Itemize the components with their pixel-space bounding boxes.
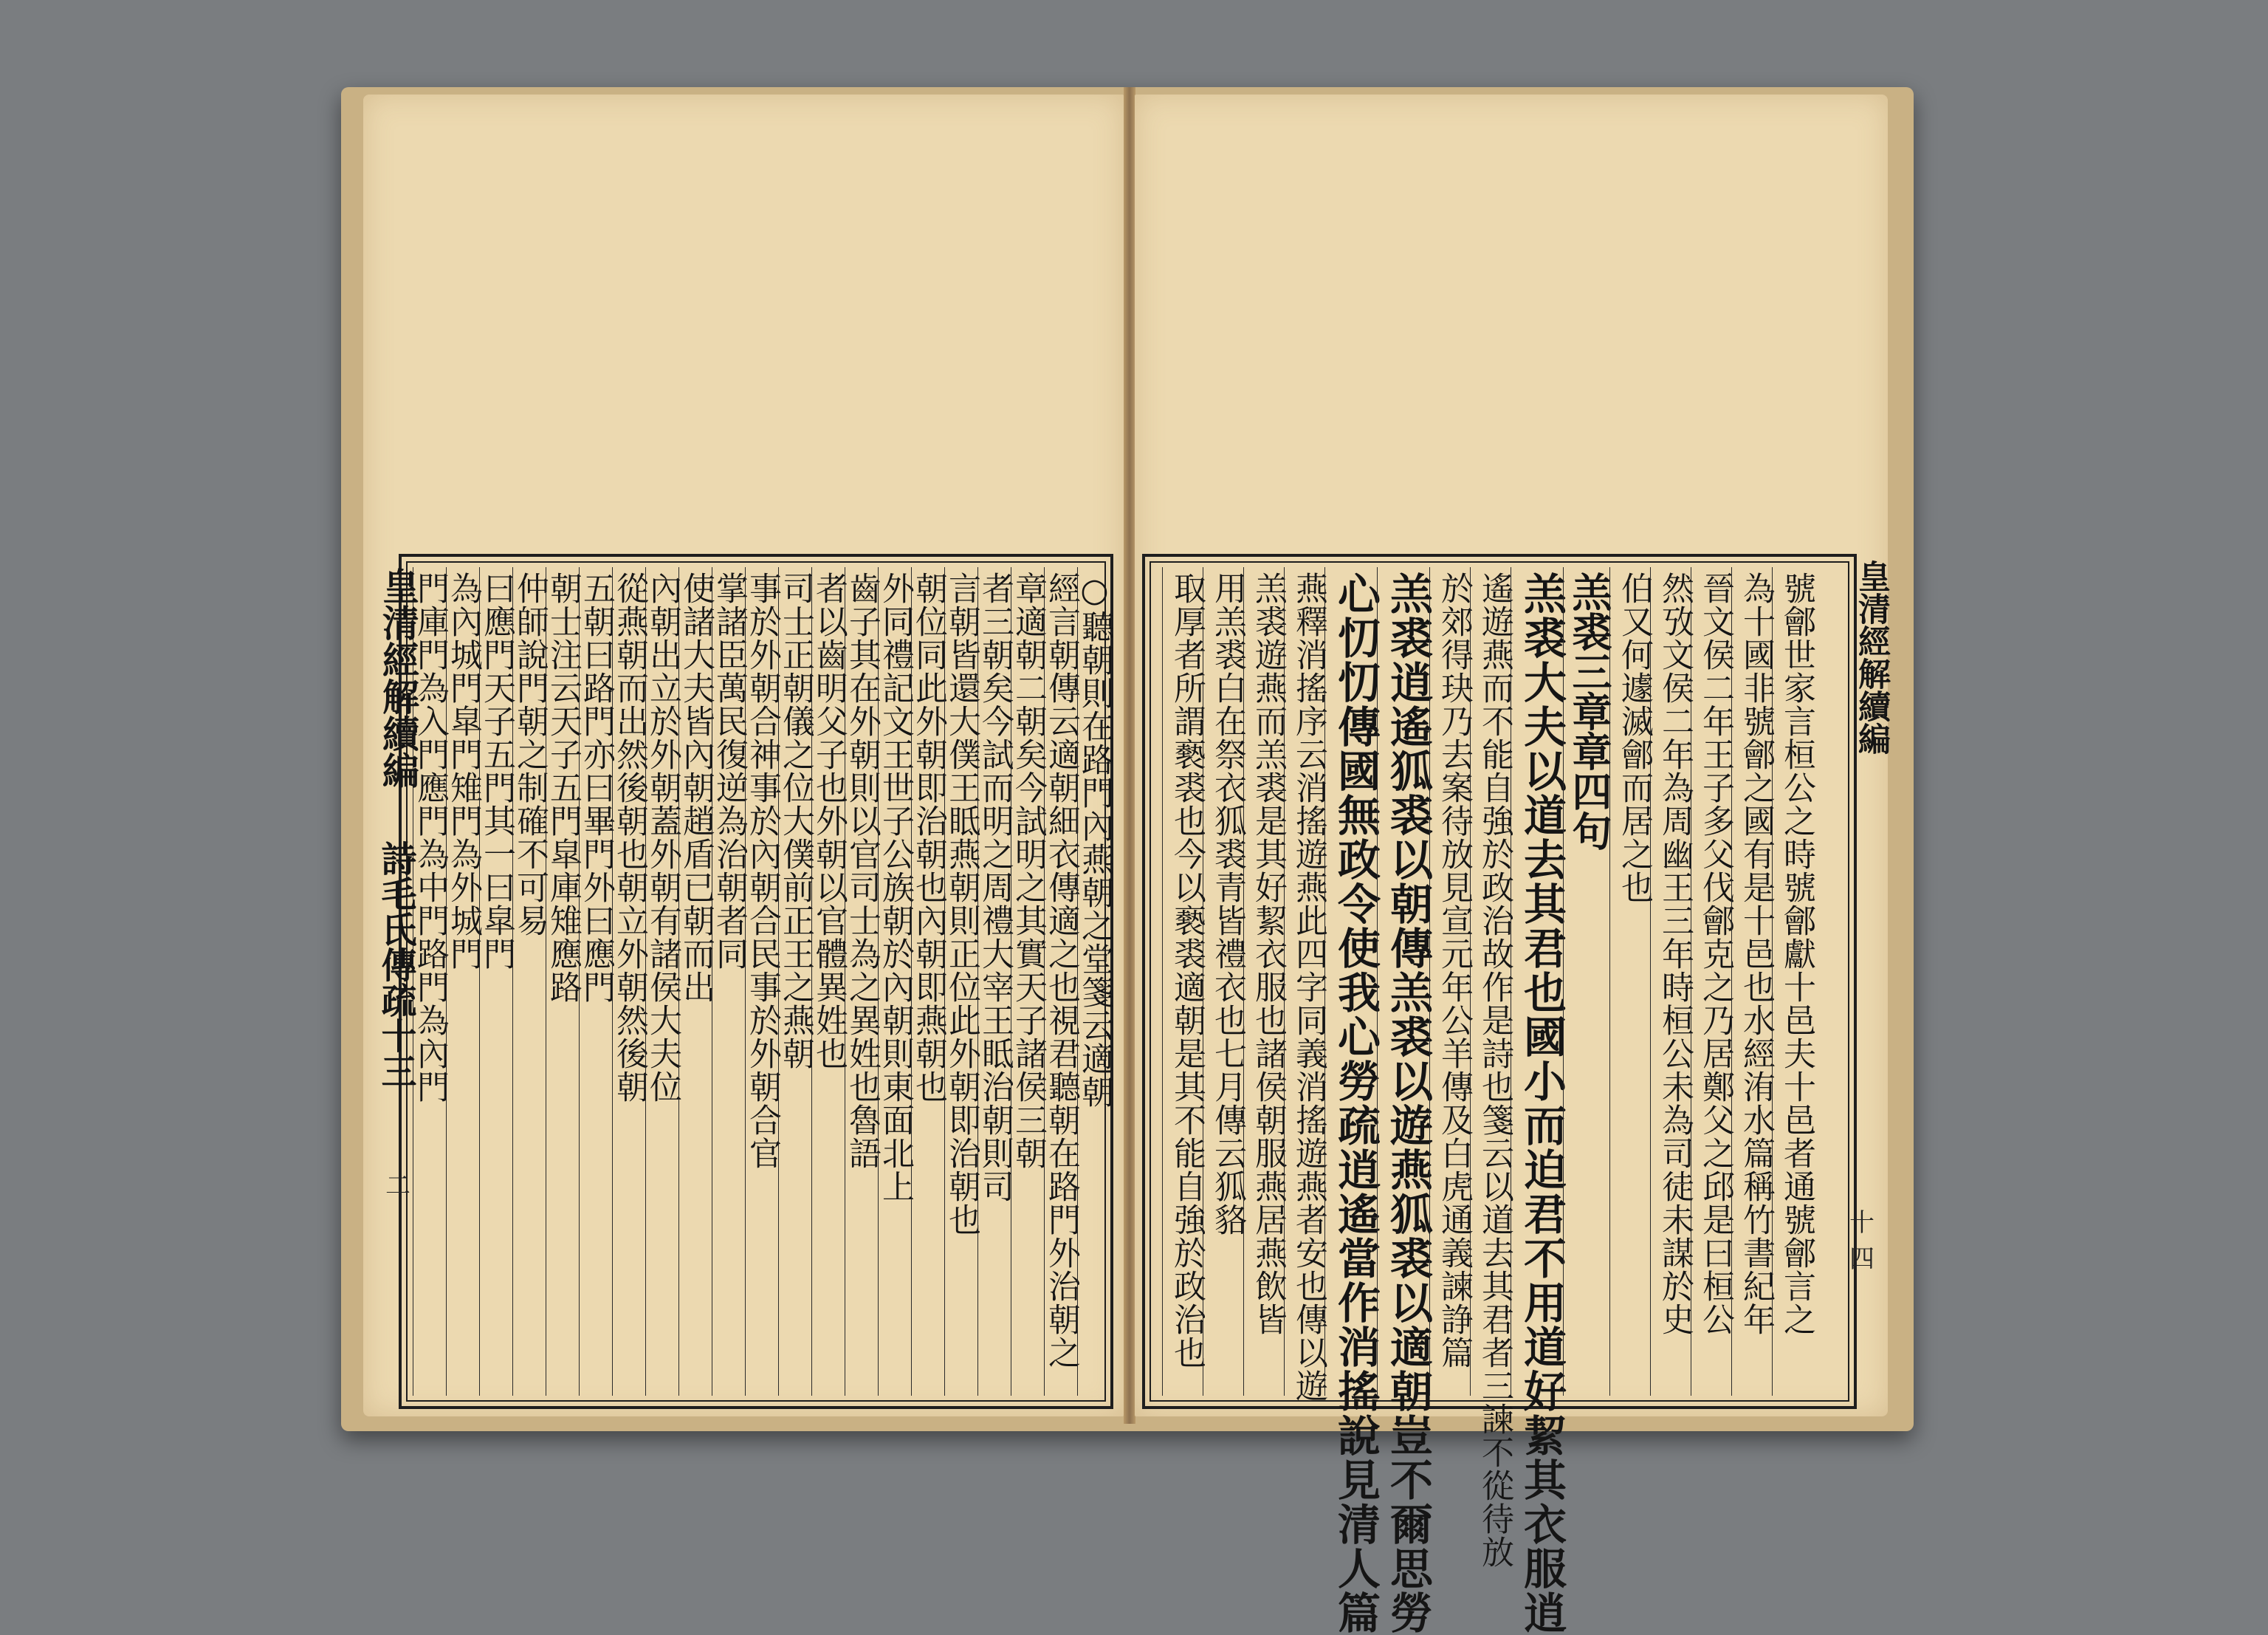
left-page — [363, 95, 1124, 1416]
text-column: 經言朝傳云適朝細衣傳適之也視君聽朝在路門外治朝之 — [1044, 567, 1077, 1396]
left-text-columns — [411, 567, 1113, 1396]
text-column: 司士正朝儀之位大僕前正王之燕朝 — [778, 567, 811, 1396]
text-column: 心忉忉傳國無政令使我心勞疏逍遙當作消搖說見清人篇 — [1324, 567, 1377, 1396]
text-column: 羔裘遊燕而羔裘是其好絜衣服也諸侯朝服燕居燕飲皆 — [1243, 567, 1284, 1396]
text-column: 掌諸臣萬民復逆為治朝者同 — [712, 567, 745, 1396]
text-column: 章適朝二朝矣今試明之其實天子諸侯三朝 — [1011, 567, 1044, 1396]
text-column: 曰應門天子五門其一曰皐門 — [479, 567, 512, 1396]
text-column: 內朝出立於外朝蓋外朝有諸侯大夫位 — [645, 567, 678, 1396]
text-column: 門庫門為入門應門為中門路門為內門 — [413, 567, 446, 1396]
text-column: 五朝曰路門亦曰畢門外曰應門 — [579, 567, 612, 1396]
text-column: 號鄶世家言桓公之時號鄶獻十邑夫十邑者通號鄶言之 — [1772, 567, 1812, 1396]
text-column: 羔裘三章章四句 — [1563, 567, 1609, 1396]
text-column: 晉文侯二年王子多父伐鄶克之乃居鄭父之邱是曰桓公 — [1691, 567, 1731, 1396]
text-column: 用羔裘白在祭衣狐裘青皆禮衣也七月傳云狐貉 — [1203, 567, 1243, 1396]
text-column: 言朝皆還大僕王眡燕朝則正位此外朝即治朝也 — [944, 567, 977, 1396]
left-text-frame — [399, 554, 1113, 1409]
left-fold-subtitle: 詩毛氏傳疏十三 — [375, 840, 416, 1089]
book-gutter — [1124, 87, 1135, 1424]
text-column: 羔裘逍遙狐裘以朝傳羔裘以遊燕狐裘以適朝豈不爾思勞 — [1377, 567, 1429, 1396]
text-column: 朝位同此外朝即治朝也內朝即燕朝也 — [911, 567, 944, 1396]
text-column: 燕釋消搖序云消搖遊燕此四字同義消搖遊燕者安也傳以遊 — [1284, 567, 1324, 1396]
right-folio-number: 十四 — [1849, 1208, 1874, 1274]
text-column: 事於外朝合神事於內朝合民事於外朝合官 — [745, 567, 778, 1396]
text-column: 者三朝矣今試而明之周禮大宰王眡治朝則司 — [977, 567, 1011, 1396]
right-text-frame — [1142, 554, 1857, 1635]
text-column: 為內城門皐門雉門為外城門 — [446, 567, 479, 1396]
text-column: 伯又何遽滅鄶而居之也 — [1609, 567, 1650, 1396]
left-folio-number: 二 — [385, 1171, 410, 1201]
text-column: 齒子其在外朝則以官司士為之異姓也魯語 — [845, 567, 878, 1396]
right-text-columns — [1150, 567, 1815, 1635]
right-page — [1135, 95, 1890, 1635]
text-column: 朝士注云天子五門皐庫雉應路 — [546, 567, 579, 1396]
text-column: 為十國非號鄶之國有是十邑也水經洧水篇稱竹書紀年 — [1731, 567, 1772, 1396]
text-column: 取厚者所謂褻裘也今以褻裘適朝是其不能自強於政治也 — [1162, 567, 1203, 1396]
text-column: 者以齒明父子也外朝以官體異姓也 — [811, 567, 845, 1396]
text-column: 然攷文侯二年為周幽王三年時桓公未為司徒未謀於史 — [1650, 567, 1691, 1396]
left-fold-title: 皇清經解續編 — [377, 567, 420, 789]
text-column: 羔裘大夫以道去其君也國小而迫君不用道好絜其衣服逍 — [1511, 567, 1563, 1396]
text-column: 於郊得玦乃去案待放見宣元年公羊傳及白虎通義諫諍篇 — [1429, 567, 1470, 1396]
text-column: ○聽朝則在路門內燕朝之堂箋云適朝 — [1077, 567, 1110, 1396]
text-column: 使諸大夫皆內朝趙盾已朝而出 — [678, 567, 712, 1396]
text-column: 從燕朝而出然後朝也朝立外朝然後朝 — [612, 567, 645, 1396]
text-column: 外同禮記文王世子公族朝於內朝則東面北上 — [878, 567, 911, 1396]
text-column: 遙遊燕而不能自強於政治故作是詩也箋云以道去其君者三諫不從待放 — [1470, 567, 1511, 1396]
right-fold-title: 皇清經解續編 — [1852, 560, 1890, 755]
text-column: 仲師說門朝之制確不可易 — [512, 567, 546, 1396]
open-book — [341, 87, 1914, 1635]
